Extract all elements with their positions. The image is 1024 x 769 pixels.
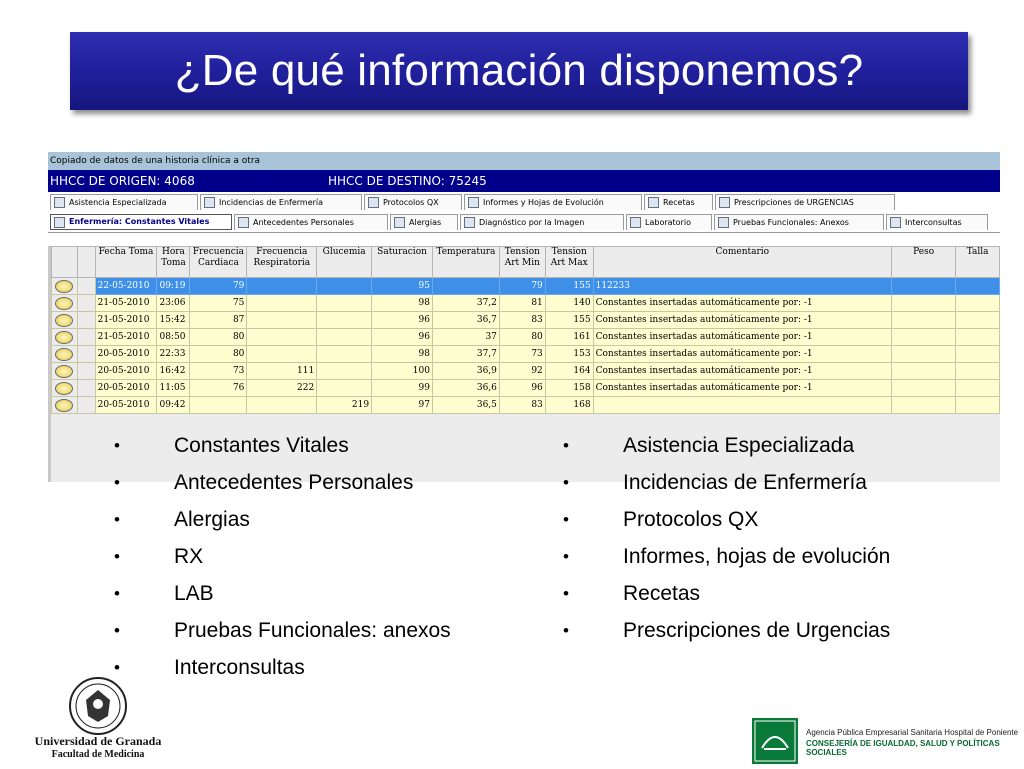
tab-label: Protocolos QX: [383, 197, 439, 207]
cell-peso: [892, 363, 956, 380]
cell-peso: [892, 312, 956, 329]
tab-label: Alergias: [409, 217, 442, 227]
bullet-text: LAB: [174, 582, 214, 605]
cell-fr: [247, 397, 317, 414]
cell-talla: [956, 363, 1000, 380]
tab-incidencias-de-enfermería[interactable]: [200, 194, 362, 210]
cell-fr: 222: [247, 380, 317, 397]
cell-tmin: 80: [499, 329, 545, 346]
cell-temp: 37,7: [432, 346, 499, 363]
cell-com: Constantes insertadas automáticamente por: -1: [593, 363, 891, 380]
table-row[interactable]: [52, 380, 1000, 397]
title-banner: [70, 32, 968, 110]
bullet-text: Protocolos QX: [623, 508, 759, 531]
cell-fr: [247, 329, 317, 346]
column-header[interactable]: Comentario: [593, 247, 891, 278]
copy-record-icon[interactable]: [55, 314, 73, 327]
cell-talla: [956, 278, 1000, 295]
tab-pruebas-funcionales-anexos[interactable]: [714, 214, 884, 230]
cell-com: Constantes insertadas automáticamente por: -1: [593, 295, 891, 312]
prescription-icon: [648, 197, 659, 208]
copy-record-icon[interactable]: [55, 399, 73, 412]
cell-com: 112233: [593, 278, 891, 295]
bullet-text: Pruebas Funcionales: anexos: [174, 619, 451, 642]
cell-tmin: 92: [499, 363, 545, 380]
cell-fc: 79: [190, 278, 247, 295]
cell-peso: [892, 295, 956, 312]
agency-text: [806, 728, 1024, 757]
cell-hora: 08:50: [157, 329, 190, 346]
cell-peso: [892, 380, 956, 397]
table-row[interactable]: [52, 312, 1000, 329]
bullet-item: [114, 544, 451, 581]
column-header[interactable]: Hora Toma: [157, 247, 190, 278]
row-selector[interactable]: [77, 363, 95, 380]
tab-label: Pruebas Funcionales: Anexos: [733, 217, 849, 227]
tab-informes-y-hojas-de-evolución[interactable]: [464, 194, 642, 210]
row-selector[interactable]: [77, 329, 95, 346]
copy-record-icon[interactable]: [55, 348, 73, 361]
tab-label: Asistencia Especializada: [69, 197, 167, 207]
bullet-icon: •: [114, 658, 120, 677]
cell-fecha: 22-05-2010: [95, 278, 157, 295]
agency-line-2: CONSEJERÍA DE IGUALDAD, SALUD Y POLÍTICAS SOCIALES: [806, 739, 1000, 757]
cell-tmax: 155: [545, 278, 593, 295]
table-row[interactable]: [52, 329, 1000, 346]
tab-recetas[interactable]: [644, 194, 713, 210]
cell-fecha: 20-05-2010: [95, 397, 157, 414]
column-header[interactable]: Frecuencia Respiratoria: [247, 247, 317, 278]
cell-tmax: 168: [545, 397, 593, 414]
row-action-cell[interactable]: [52, 312, 78, 329]
column-header[interactable]: Glucemia: [317, 247, 372, 278]
row-action-cell[interactable]: [52, 380, 78, 397]
copy-record-icon[interactable]: [55, 365, 73, 378]
bullet-icon: •: [114, 473, 120, 492]
cell-hora: 23:06: [157, 295, 190, 312]
cell-fr: [247, 278, 317, 295]
row-action-cell[interactable]: [52, 397, 78, 414]
origin-label: HHCC DE ORIGEN: 4068: [50, 174, 195, 188]
cell-sat: 96: [372, 312, 433, 329]
cell-talla: [956, 397, 1000, 414]
tab-label: Diagnóstico por la Imagen: [479, 217, 585, 227]
cell-tmin: 79: [499, 278, 545, 295]
cell-tmax: 140: [545, 295, 593, 312]
row-action-cell[interactable]: [52, 278, 78, 295]
row-selector[interactable]: [77, 278, 95, 295]
tab-label: Interconsultas: [905, 217, 962, 227]
dest-label: HHCC DE DESTINO: 75245: [328, 174, 487, 188]
cell-tmin: 83: [499, 397, 545, 414]
row-action-cell[interactable]: [52, 329, 78, 346]
tab-label: Prescripciones de URGENCIAS: [734, 197, 854, 207]
cell-sat: 98: [372, 295, 433, 312]
row-selector[interactable]: [77, 312, 95, 329]
row-selector[interactable]: [77, 346, 95, 363]
bullet-text: Informes, hojas de evolución: [623, 545, 891, 568]
cell-fecha: 21-05-2010: [95, 295, 157, 312]
bullet-icon: •: [563, 584, 569, 603]
cell-fr: [247, 312, 317, 329]
cell-talla: [956, 329, 1000, 346]
tests-icon: [718, 217, 729, 228]
row-selector[interactable]: [77, 397, 95, 414]
cell-temp: 36,5: [432, 397, 499, 414]
table-row[interactable]: [52, 397, 1000, 414]
tab-antecedentes-personales[interactable]: [234, 214, 388, 230]
bullet-icon: •: [563, 473, 569, 492]
bullet-list-left: [114, 433, 451, 692]
header-spacer: [52, 247, 78, 278]
copy-record-icon[interactable]: [55, 331, 73, 344]
copy-record-icon[interactable]: [55, 382, 73, 395]
cell-fc: 87: [190, 312, 247, 329]
cell-com: Constantes insertadas automáticamente por: -1: [593, 380, 891, 397]
cell-fc: [190, 397, 247, 414]
agency-line-1: Agencia Pública Empresarial Sanitaria Hospital de Poniente: [806, 728, 1019, 737]
column-header[interactable]: Peso: [892, 247, 956, 278]
bullet-icon: •: [563, 547, 569, 566]
cell-hora: 22:33: [157, 346, 190, 363]
cell-fecha: 21-05-2010: [95, 312, 157, 329]
cell-temp: 36,6: [432, 380, 499, 397]
cell-hora: 15:42: [157, 312, 190, 329]
tab-alergias[interactable]: [390, 214, 458, 230]
cell-glu: 219: [317, 397, 372, 414]
row-selector[interactable]: [77, 295, 95, 312]
cell-talla: [956, 295, 1000, 312]
cell-tmin: 81: [499, 295, 545, 312]
allergy-icon: [394, 217, 405, 228]
table-row[interactable]: [52, 346, 1000, 363]
cell-talla: [956, 312, 1000, 329]
bullet-item: [114, 433, 451, 470]
cell-fc: 75: [190, 295, 247, 312]
window-title: Copiado de datos de una historia clínica a otra: [48, 152, 1000, 170]
cell-fr: [247, 295, 317, 312]
cell-fr: 111: [247, 363, 317, 380]
copy-record-icon[interactable]: [55, 280, 73, 293]
column-header[interactable]: Tension Art Min: [499, 247, 545, 278]
row-action-cell[interactable]: [52, 346, 78, 363]
cell-fc: 73: [190, 363, 247, 380]
cell-glu: [317, 278, 372, 295]
header-spacer: [77, 247, 95, 278]
bullet-text: RX: [174, 545, 204, 568]
cell-hora: 11:05: [157, 380, 190, 397]
document-icon: [368, 197, 379, 208]
consult-icon: [890, 217, 901, 228]
hhcc-bar: [48, 170, 1000, 192]
cell-temp: [432, 278, 499, 295]
tab-protocolos-qx[interactable]: [364, 194, 462, 210]
bullet-text: Alergias: [174, 508, 250, 531]
cell-fc: 80: [190, 346, 247, 363]
bullet-text: Antecedentes Personales: [174, 471, 414, 494]
cell-glu: [317, 380, 372, 397]
cell-com: Constantes insertadas automáticamente por: -1: [593, 329, 891, 346]
column-header[interactable]: Temperatura: [432, 247, 499, 278]
cell-peso: [892, 397, 956, 414]
cell-tmax: 161: [545, 329, 593, 346]
bullet-icon: •: [563, 510, 569, 529]
bullet-text: Asistencia Especializada: [623, 434, 855, 457]
cell-com: Constantes insertadas automáticamente por: -1: [593, 312, 891, 329]
urgent-icon: [719, 197, 730, 208]
cell-glu: [317, 312, 372, 329]
cell-glu: [317, 295, 372, 312]
bullet-text: Constantes Vitales: [174, 434, 349, 457]
bullet-icon: •: [563, 436, 569, 455]
bullet-item: [563, 544, 890, 581]
cell-temp: 37: [432, 329, 499, 346]
cell-tmin: 96: [499, 380, 545, 397]
cell-talla: [956, 346, 1000, 363]
cell-fecha: 20-05-2010: [95, 346, 157, 363]
bullet-item: [563, 618, 890, 655]
lab-icon: [630, 217, 641, 228]
xray-icon: [464, 217, 475, 228]
bullet-icon: •: [114, 547, 120, 566]
cell-sat: 100: [372, 363, 433, 380]
cell-hora: 16:42: [157, 363, 190, 380]
column-header[interactable]: Tension Art Max: [545, 247, 593, 278]
tab-label: Incidencias de Enfermería: [219, 197, 324, 207]
table-row[interactable]: [52, 278, 1000, 295]
faculty-name: Facultad de Medicina: [51, 749, 145, 760]
copy-record-icon[interactable]: [55, 297, 73, 310]
cell-com: Constantes insertadas automáticamente por: -1: [593, 346, 891, 363]
cell-glu: [317, 346, 372, 363]
tab-label: Informes y Hojas de Evolución: [483, 197, 604, 207]
tab-label: Laboratorio: [645, 217, 691, 227]
cell-peso: [892, 278, 956, 295]
tabs-row-1: [48, 192, 1000, 212]
bullet-item: [563, 507, 890, 544]
tab-label: Recetas: [663, 197, 695, 207]
cell-temp: 36,9: [432, 363, 499, 380]
report-icon: [468, 197, 479, 208]
table-header-row: [52, 247, 1000, 278]
bullet-icon: •: [114, 436, 120, 455]
bullet-item: [114, 507, 451, 544]
tab-diagnóstico-por-la-imagen[interactable]: [460, 214, 624, 230]
junta-andalucia-logo-icon: [752, 718, 798, 764]
bullet-text: Incidencias de Enfermería: [623, 471, 867, 494]
university-name: Universidad de Granada: [34, 734, 162, 748]
cell-fc: 76: [190, 380, 247, 397]
cell-fecha: 20-05-2010: [95, 380, 157, 397]
cell-sat: 97: [372, 397, 433, 414]
column-header[interactable]: Frecuencia Cardiaca: [190, 247, 247, 278]
cell-tmax: 158: [545, 380, 593, 397]
bullet-text: Recetas: [623, 582, 701, 605]
tab-asistencia-especializada[interactable]: [50, 194, 198, 210]
cell-tmax: 153: [545, 346, 593, 363]
tab-label: Antecedentes Personales: [253, 217, 354, 227]
row-selector[interactable]: [77, 380, 95, 397]
cell-talla: [956, 380, 1000, 397]
cell-glu: [317, 363, 372, 380]
cell-temp: 36,7: [432, 312, 499, 329]
cell-glu: [317, 329, 372, 346]
cell-hora: 09:19: [157, 278, 190, 295]
magnifier-icon: [54, 197, 65, 208]
cell-fc: 80: [190, 329, 247, 346]
bullet-item: [563, 433, 890, 470]
tab-enfermería-constantes-vitales[interactable]: [50, 214, 232, 230]
cell-peso: [892, 329, 956, 346]
tab-interconsultas[interactable]: [886, 214, 988, 230]
bullet-item: [114, 470, 451, 507]
bullet-item: [563, 581, 890, 618]
person-icon: [238, 217, 249, 228]
tab-label: Enfermería: Constantes Vitales: [69, 217, 210, 226]
cell-tmax: 155: [545, 312, 593, 329]
bullet-icon: •: [563, 621, 569, 640]
bullet-item: [114, 618, 451, 655]
university-logo: [28, 676, 168, 762]
bullet-icon: •: [114, 621, 120, 640]
cell-peso: [892, 346, 956, 363]
cell-temp: 37,2: [432, 295, 499, 312]
table-row[interactable]: [52, 295, 1000, 312]
bullet-icon: •: [114, 584, 120, 603]
tab-laboratorio[interactable]: [626, 214, 712, 230]
vitals-table: [51, 246, 1000, 414]
tabs-row-2: [48, 212, 1000, 233]
tab-prescripciones-de-urgencias[interactable]: [715, 194, 895, 210]
cell-sat: 99: [372, 380, 433, 397]
cell-sat: 98: [372, 346, 433, 363]
cell-tmin: 83: [499, 312, 545, 329]
checklist-icon: [204, 197, 215, 208]
cell-hora: 09:42: [157, 397, 190, 414]
column-header[interactable]: Talla: [956, 247, 1000, 278]
row-action-cell[interactable]: [52, 363, 78, 380]
bullet-text: Prescripciones de Urgencias: [623, 619, 891, 642]
bullet-list-right: [563, 433, 890, 655]
pencil-icon: [54, 217, 65, 228]
bullet-icon: •: [114, 510, 120, 529]
bullet-item: [114, 581, 451, 618]
cell-sat: 95: [372, 278, 433, 295]
slide-title: ¿De qué información disponemos?: [174, 46, 864, 95]
cell-sat: 96: [372, 329, 433, 346]
cell-fr: [247, 346, 317, 363]
bullet-item: [563, 470, 890, 507]
university-emblem-icon: [68, 676, 128, 736]
cell-com: [593, 397, 891, 414]
cell-tmin: 73: [499, 346, 545, 363]
cell-fecha: 21-05-2010: [95, 329, 157, 346]
cell-fecha: 20-05-2010: [95, 363, 157, 380]
table-row[interactable]: [52, 363, 1000, 380]
cell-tmax: 164: [545, 363, 593, 380]
bullet-text: Interconsultas: [174, 656, 305, 679]
row-action-cell[interactable]: [52, 295, 78, 312]
column-header[interactable]: Fecha Toma: [95, 247, 157, 278]
column-header[interactable]: Saturacion: [372, 247, 433, 278]
